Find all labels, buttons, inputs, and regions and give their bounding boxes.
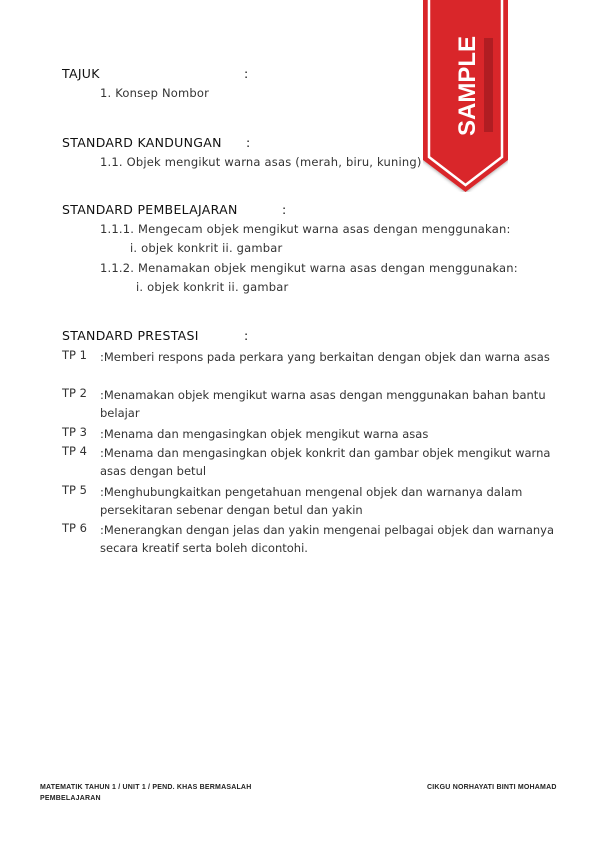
footer-left-line2: PEMBELAJARAN (40, 795, 101, 802)
footer-left (40, 782, 251, 804)
standard-kandungan-item: 1.1. Objek mengikut warna asas (merah, biru, kuning) (100, 155, 422, 169)
standard-pembelajaran-item-1: 1.1.1. Mengecam objek mengikut warna asas dengan menggunakan: (100, 222, 511, 236)
tp4-code: TP 4 (62, 444, 87, 458)
standard-kandungan-heading: STANDARD KANDUNGAN (62, 135, 222, 150)
tp4-text: :Menama dan mengasingkan objek konkrit dan gambar objek mengikut warna asas dengan betul (100, 446, 551, 478)
standard-pembelajaran-heading: STANDARD PEMBELAJARAN (62, 202, 238, 217)
footer-left-line1: MATEMATIK TAHUN 1 / UNIT 1 / PEND. KHAS BERMASALAH (40, 784, 252, 791)
tp5-code: TP 5 (62, 483, 87, 497)
standard-kandungan-colon: : (246, 135, 251, 150)
tp6-text: :Menerangkan dengan jelas dan yakin mengenai pelbagai objek dan warnanya secara kreatif serta boleh dicontohi. (100, 523, 555, 555)
standard-pembelajaran-sub-2: i. objek konkrit ii. gambar (136, 280, 289, 294)
tp3-text: :Menama dan mengasingkan objek mengikut warna asas (100, 427, 429, 441)
sample-text: SAMPLE (454, 35, 481, 137)
tp3-code: TP 3 (62, 425, 87, 439)
tajuk-heading: TAJUK (62, 66, 100, 81)
tp2-text: :Menamakan objek mengikut warna asas dengan menggunakan bahan bantu belajar (100, 388, 546, 420)
standard-pembelajaran-item-2: 1.1.2. Menamakan objek mengikut warna asas dengan menggunakan: (100, 261, 518, 275)
standard-prestasi-colon: : (244, 328, 249, 343)
tajuk-colon: : (244, 66, 249, 81)
tp2-code: TP 2 (62, 386, 87, 400)
sample-watermark-ribbon (423, 0, 508, 192)
ribbon-stripe (484, 38, 493, 132)
standard-pembelajaran-colon: : (282, 202, 287, 217)
standard-pembelajaran-sub-1: i. objek konkrit ii. gambar (130, 241, 283, 255)
tp6-code: TP 6 (62, 521, 87, 535)
standard-prestasi-heading: STANDARD PRESTASI (62, 328, 199, 343)
tp1-code: TP 1 (62, 348, 87, 362)
tp5-text: :Menghubungkaitkan pengetahuan mengenal objek dan warnanya dalam persekitaran sebenar dengan betul dan yakin (100, 485, 523, 517)
tp1-text: :Memberi respons pada perkara yang berkaitan dengan objek dan warna asas (100, 350, 550, 364)
footer-right: CIKGU NORHAYATI BINTI MOHAMAD (427, 784, 557, 791)
tajuk-item: 1. Konsep Nombor (100, 86, 210, 100)
